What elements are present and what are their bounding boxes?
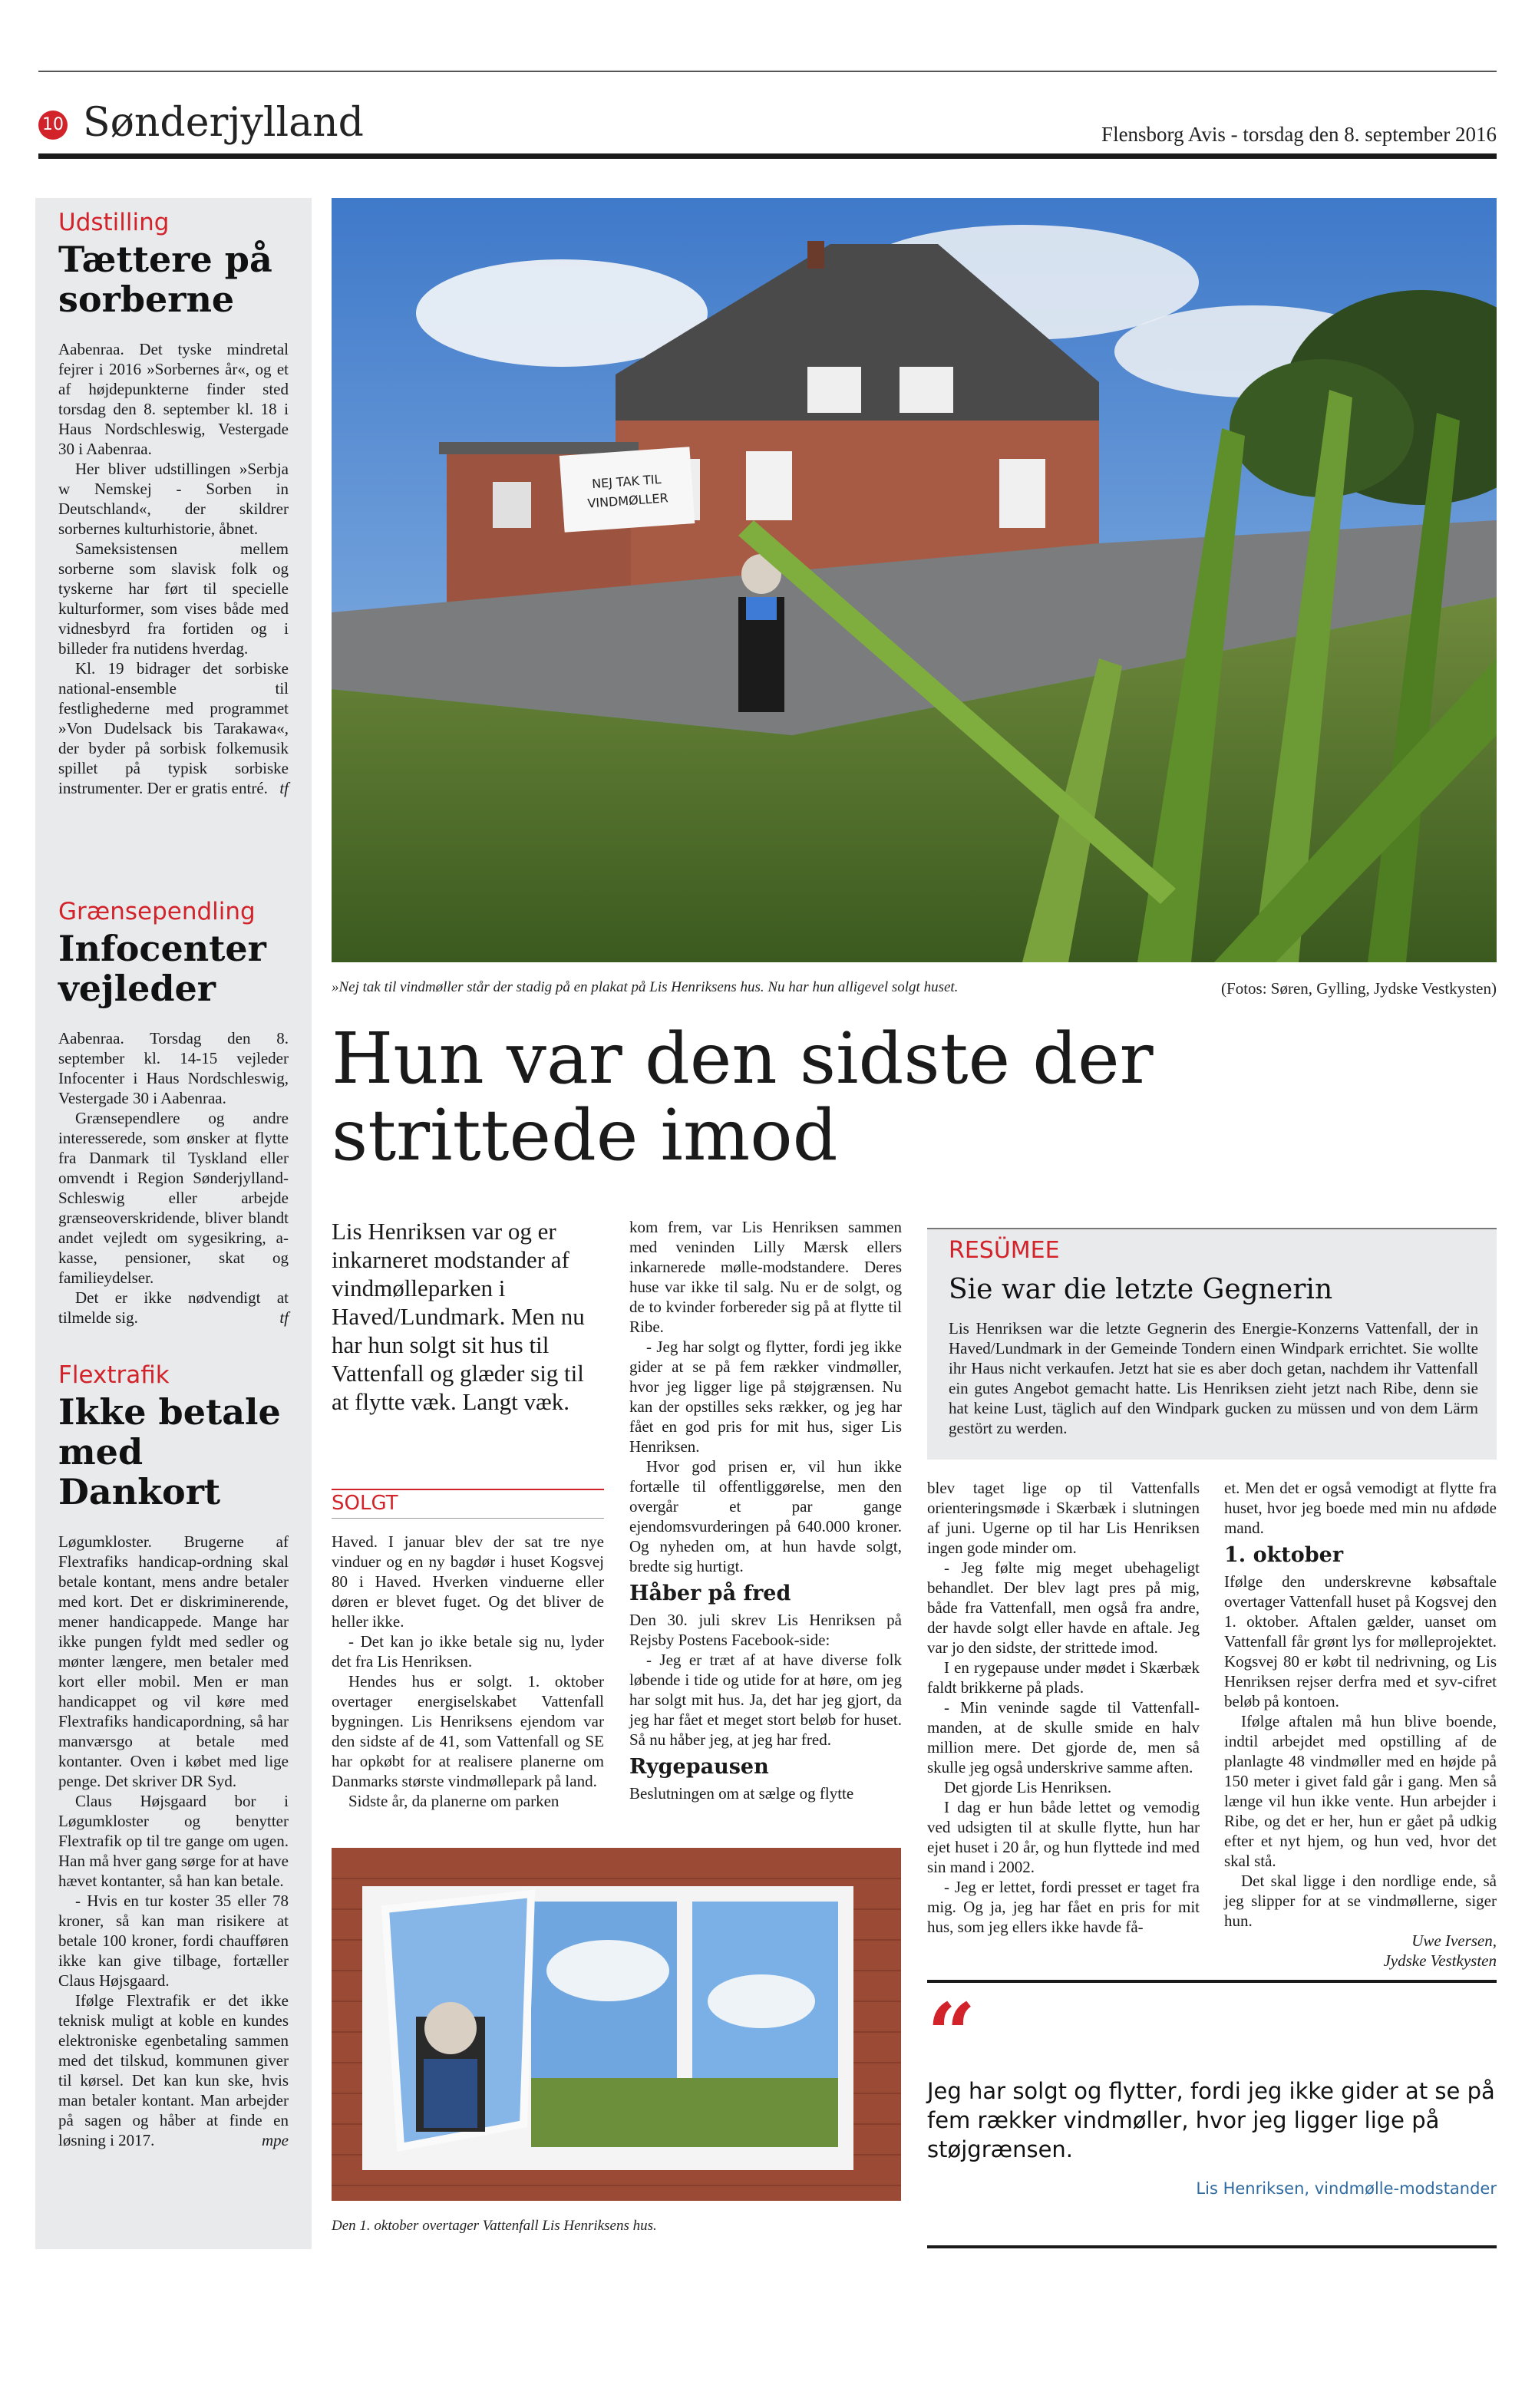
- solgt-label: SOLGT: [332, 1492, 398, 1515]
- window-photo-caption: Den 1. oktober overtager Vattenfall Lis Henriksens hus.: [332, 2218, 657, 2234]
- article-col3: blev taget lige op til Vattenfalls orienteringsmøde i Skærbæk i slutningen af juni. Ugerne op til har Lis Henriksen ingen gode minder om. - Jeg følte mig meget ubehageligt behandlet. Der blev lagt pres på mig, både fra Vattenfall, men også fra andre, der havde solgt eller havde en aftale. Jeg var jo den sidste, der strittede imod. I en rygepause under mødet i Skærbæk faldt brikkerne på plads. - Min veninde sagde til Vattenfall-manden, at de skulle smide en halv million mere. Det gjorde de, men så skulle jeg også underskrive samme aften. Det gjorde Lis Henriksen. I dag er hun både lettet og vemodig ved udsigten til at skulle flytte, hun har ejet huset i 20 år, og hun flyttede ind med sin mand i 2002. - Jeg er lettet, fordi presset er taget fra mig. Og ja, jeg har fået en pris for mit hus, som jeg ellers ikke havde få-: [927, 1479, 1200, 1936]
- article-col1: Haved. I januar blev der sat tre nye vinduer og en ny bagdør i huset Kogsvej 80 i Haved. Hverken vinduerne eller døren er blevet fuget. Og det bliver de heller ikke. - Det kan jo ikke betale sig nu, lyder det fra Lis Henriksen. Hendes hus er solgt. 1. oktober overtager energiselskabet Vattenfall bygningen. Lis Henriksens ejendom var den sidste af de 41, som Vattenfall og SE har opkøbt for at realisere planerne om Danmarks største vindmøllepark på land. Sidste år, da planerne om parken: [332, 1532, 604, 1810]
- top-rule: [38, 71, 1497, 72]
- quote-text: Jeg har solgt og flytter, fordi jeg ikke gider at se på fem rækker vindmøller, hvor jeg ligger lige på støjgrænsen.: [927, 2078, 1495, 2162]
- solgt-rule: [332, 1489, 604, 1490]
- svg-text:NEJ TAK TIL: NEJ TAK TIL: [591, 471, 662, 492]
- sidebar-sign-2: tf: [279, 1308, 289, 1327]
- resumee-title: Sie war die letzte Gegnerin: [949, 1274, 1333, 1305]
- sidebar-kicker-graensependling: Grænsependling: [58, 898, 256, 925]
- resumee-text: Lis Henriksen war die letzte Gegnerin des Energie-Konzerns Vattenfall, der in Haved/Lundmark in der Gemeinde Tondern einen Windpark errichtet. Sie wollte ihr Haus nicht verkaufen. Jetzt hat sie es aber doch getan, nachdem ihr Vattenfall ein gutes Angebot gemacht hatte. Lis Henriksen zieht jetzt nach Ribe, denn sie hat keine Lust, täglich auf den Windpark gucken zu müssen und von dem Lärm gestört zu werden.: [949, 1319, 1478, 1437]
- svg-text:VINDMØLLER: VINDMØLLER: [586, 490, 669, 511]
- quote-bottom-rule: [927, 2245, 1497, 2248]
- headline: Hun var den sidste der strittede imod: [332, 1018, 1154, 1176]
- article-col2: kom frem, var Lis Henriksen sammen med veninden Lilly Mærsk ellers inkarnerede mølle-modstandere. Deres huse var ikke til salg. Nu er de solgt, og de to kvinder forbereder sig på at flytte til Ribe. - Jeg har solgt og flytter, fordi jeg ikke gider at se på fem rækker vindmøller, hvor jeg ligger lige på støjgrænsen. Nu kan der opstilles seks rækker, og jeg har fået en god pris for mit hus, siger Lis Henriksen. Hvor god prisen er, vil hun ikke fortælle til offentliggørelse, men den overgår et par gange ejendomsvurderingen på 640.000 kroner. Og nyheden om, at hun havde solgt, bredte sig hurtigt. Håber på fred Den 30. juli skrev Lis Henriksen på Rejsby Postens Facebook-side: - Jeg er træt af at have diverse folk løbende i tide og utide for at høre, om jeg har solgt mit hus. Ja, det har jeg gjort, da jeg har fået et meget stort beløb for huset. Så nu håber jeg, at jeg har fred. Rygepausen Beslutningen om at sælge og flytte: [629, 1218, 902, 1803]
- sidebar-title-sorberne: Tættere på sorberne: [58, 239, 272, 320]
- resumee-box: [927, 1228, 1497, 1460]
- subhead-oktober: 1. oktober: [1224, 1543, 1344, 1567]
- subhead-rygepausen: Rygepausen: [629, 1755, 769, 1779]
- window-photo: [332, 1848, 901, 2201]
- page-number-badge: [38, 111, 68, 140]
- main-photo: [332, 198, 1497, 962]
- sidebar-title-infocenter: Infocenter vejleder: [58, 928, 266, 1009]
- solgt-rule-bottom: [332, 1518, 604, 1519]
- sidebar-title-dankort: Ikke betale med Dankort: [58, 1391, 281, 1512]
- header-rule: [38, 153, 1497, 159]
- article-col4: et. Men det er også vemodigt at flytte fra huset, hvor jeg boede med min nu afdøde mand. 1. oktober Ifølge den underskrevne købsaftale overtager Vattenfall huset på Kogsvej den 1. oktober. Aftalen gælder, uanset om Vattenfall får grønt lys for mølleprojektet. Kogsvej 80 er købt til nedrivning, og Lis Henriksen rejser derfra med et syv-cifret beløb på kontoen. Ifølge aftalen må hun blive boende, indtil arbejdet med opstilling af de planlagte 48 vindmøller med en højde på 150 meter i givet fald går i gang. Men så længe vil hun ikke vente. Hun arbejder i Ribe, og det er her, hun er gået på udkig efter et nyt hjem, og hun ved, hvor det skal stå. Det skal ligge i den nordlige ende, så jeg slipper for at se vindmøllerne, siger hun. Uwe Iversen, Jydske Vestkysten: [1224, 1479, 1497, 1970]
- sidebar-text-dankort: Løgumkloster. Brugerne af Flextrafiks handicap-ordning skal betale kontant, mens andre betaler med kort. Det er diskriminerende, mener handicappede. Mange har ikke pungen fyldt med sedler og mønter længere, men betaler med kort eller mobil. Men er man handicappet og vil køre med Flextrafiks handicapordning, så har manværsgo at betale med kontanter. Oven i købet med lige penge. Det skriver DR Syd. Claus Højsgaard bor i Løgumkloster og benytter Flextrafik op til tre gange om ugen. Han må hver gang sørge for at have hævet kontanter, så han kan betale. - Hvis en tur koster 35 eller 78 kroner, så kan man risikere at betale 100 kroner, fordi chaufføren ikke kan give tilbage, fortæller Claus Højsgaard. Ifølge Flextrafik er det ikke teknisk muligt at koble en kundes elektroniske egenbetaling sammen med det tilskud, kommunen giver til kørsel. Det kan kun ske, hvis man betaler kontant. Man arbejder på sagen og håber at finde en løsning i 2017. mpe: [58, 1532, 289, 2149]
- page-number: 10: [42, 115, 64, 134]
- author-name: Uwe Iversen,: [1411, 1931, 1497, 1950]
- resumee-label: RESÜMEE: [949, 1237, 1060, 1264]
- sidebar-text-infocenter: Aabenraa. Torsdag den 8. september kl. 14-15 vejleder Infocenter i Haus Nordschleswig, Vestergade 30 i Aabenraa. Grænsependlere og andre interesserede, som ønsker at flytte fra Danmark til Tyskland eller omvendt i Region Sønderjylland- Schleswig eller arbejde grænseoverskridende, bliver blandt andet vejledt om sygesikring, a-kasse, pensioner, skat og familieydelser. Det er ikke nødvendigt at tilmelde sig. tf: [58, 1029, 289, 1327]
- lead-text: Lis Henriksen var og er inkarneret modstander af vindmølleparken i Haved/Lundmark. Men nu har hun solgt sit hus til Vattenfall og glæder sig til at flytte væk. Langt væk.: [332, 1218, 585, 1415]
- sidebar-kicker-flextrafik: Flextrafik: [58, 1361, 170, 1389]
- section-title: Sønderjylland: [83, 100, 364, 146]
- main-photo-caption: »Nej tak til vindmøller står der stadig på en plakat på Lis Henriksens hus. Nu har hun alligevel solgt huset.: [332, 979, 959, 995]
- sidebar-sign-1: tf: [279, 779, 289, 797]
- sidebar-kicker-udstilling: Udstilling: [58, 209, 170, 236]
- quote-mark: “: [927, 1984, 976, 2083]
- subhead-haaber: Håber på fred: [629, 1582, 791, 1605]
- quote-attribution: Lis Henriksen, vindmølle-modstander: [1196, 2179, 1497, 2198]
- sidebar-sign-3: mpe: [262, 2131, 289, 2149]
- author-paper: Jydske Vestkysten: [1383, 1951, 1497, 1970]
- sidebar: [35, 198, 312, 2249]
- quote-top-rule: [927, 1980, 1497, 1983]
- sidebar-text-sorberne: Aabenraa. Det tyske mindretal fejrer i 2016 »Sorbernes år«, og et af højdepunkterne finder sted torsdag den 8. september kl. 18 i Haus Nordschleswig, Vestergade 30 i Aabenraa. Her bliver udstillingen »Serbja w Nemskej - Sorben in Deutschland«, der skildrer sorbernes kulturhistorie, åbnet. Sameksistensen mellem sorberne som slavisk folk og tyskerne har ført til specielle kulturformer, som vises både med vidnesbyrd fra fortiden og i billeder fra nutidens hverdag. Kl. 19 bidrager det sorbiske national-ensemble til festlighederne med programmet »Von Dudelsack bis Tarakawa«, der byder på sorbisk folkemusik spillet på typisk sorbiske instrumenter. Der er gratis entré. tf: [58, 340, 289, 797]
- paper-date: Flensborg Avis - torsdag den 8. september 2016: [1101, 123, 1497, 146]
- main-photo-credit: (Fotos: Søren, Gylling, Jydske Vestkysten): [1221, 979, 1497, 998]
